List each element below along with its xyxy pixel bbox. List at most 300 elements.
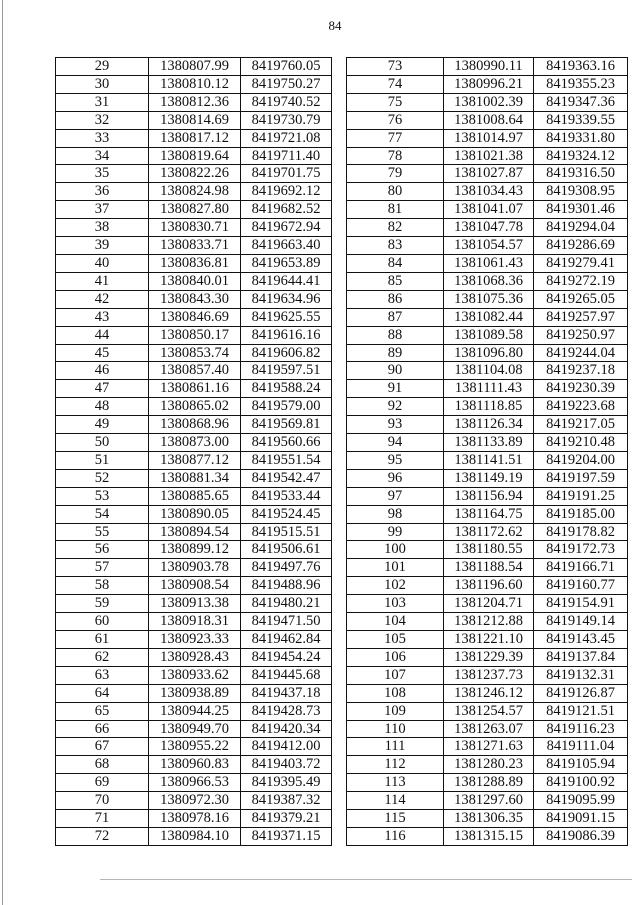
coordinate-y-cell: 8419597.51 (241, 362, 332, 380)
coordinate-x-cell: 1380899.12 (149, 541, 241, 559)
point-number-cell: 110 (347, 720, 444, 738)
point-number-cell: 101 (347, 559, 444, 577)
point-number-cell: 65 (56, 702, 149, 720)
point-number-cell: 96 (347, 469, 444, 487)
table-row (56, 541, 332, 559)
coordinate-y-cell: 8419279.41 (534, 254, 628, 272)
point-number-cell: 99 (347, 523, 444, 541)
coordinate-y-cell: 8419178.82 (534, 523, 628, 541)
point-number-cell: 77 (347, 129, 444, 147)
point-number-cell: 63 (56, 666, 149, 684)
coordinate-x-cell: 1381229.39 (444, 648, 534, 666)
table-row (56, 451, 332, 469)
table-row (56, 362, 332, 380)
coordinate-x-cell: 1381254.57 (444, 702, 534, 720)
coordinate-y-cell: 8419579.00 (241, 398, 332, 416)
coordinate-x-cell: 1381054.57 (444, 237, 534, 255)
coordinate-x-cell: 1381172.62 (444, 523, 534, 541)
point-number-cell: 30 (56, 75, 149, 93)
point-number-cell: 98 (347, 505, 444, 523)
coordinate-y-cell: 8419143.45 (534, 631, 628, 649)
table-row (347, 416, 628, 434)
point-number-cell: 66 (56, 720, 149, 738)
point-number-cell: 83 (347, 237, 444, 255)
point-number-cell: 113 (347, 774, 444, 792)
table-row (56, 756, 332, 774)
coordinate-x-cell: 1380830.71 (149, 219, 241, 237)
table-row (347, 523, 628, 541)
coordinate-y-cell: 8419137.84 (534, 648, 628, 666)
coordinate-x-cell: 1381149.19 (444, 469, 534, 487)
coordinate-y-cell: 8419471.50 (241, 613, 332, 631)
coordinate-x-cell: 1380853.74 (149, 344, 241, 362)
table-row (347, 738, 628, 756)
table-row (347, 792, 628, 810)
table-row (347, 827, 628, 845)
table-row (347, 774, 628, 792)
table-row (56, 380, 332, 398)
coordinate-y-cell: 8419197.59 (534, 469, 628, 487)
coordinate-x-cell: 1381075.36 (444, 290, 534, 308)
table-row (56, 523, 332, 541)
table-row (347, 398, 628, 416)
point-number-cell: 81 (347, 201, 444, 219)
coordinate-x-cell: 1380807.99 (149, 58, 241, 76)
table-row (347, 720, 628, 738)
point-number-cell: 34 (56, 147, 149, 165)
table-row (347, 111, 628, 129)
point-number-cell: 95 (347, 451, 444, 469)
point-number-cell: 97 (347, 487, 444, 505)
coordinate-y-cell: 8419272.19 (534, 272, 628, 290)
table-row (56, 631, 332, 649)
coordinate-x-cell: 1380857.40 (149, 362, 241, 380)
point-number-cell: 76 (347, 111, 444, 129)
coordinate-y-cell: 8419515.51 (241, 523, 332, 541)
coordinate-y-cell: 8419244.04 (534, 344, 628, 362)
table-row (56, 792, 332, 810)
coordinate-x-cell: 1381271.63 (444, 738, 534, 756)
table-row (56, 398, 332, 416)
coordinate-x-cell: 1381280.23 (444, 756, 534, 774)
point-number-cell: 33 (56, 129, 149, 147)
scan-edge-line-bottom (100, 879, 632, 880)
point-number-cell: 109 (347, 702, 444, 720)
table-row (347, 505, 628, 523)
coordinate-y-cell: 8419355.23 (534, 75, 628, 93)
table-row (347, 326, 628, 344)
point-number-cell: 64 (56, 684, 149, 702)
coordinate-y-cell: 8419324.12 (534, 147, 628, 165)
table-row (56, 684, 332, 702)
coordinate-x-cell: 1381297.60 (444, 792, 534, 810)
coordinate-y-cell: 8419721.08 (241, 129, 332, 147)
table-row (347, 380, 628, 398)
coordinate-x-cell: 1381246.12 (444, 684, 534, 702)
coordinate-y-cell: 8419634.96 (241, 290, 332, 308)
coordinate-x-cell: 1381126.34 (444, 416, 534, 434)
table-row (347, 469, 628, 487)
table-row (347, 272, 628, 290)
coordinate-x-cell: 1381204.71 (444, 595, 534, 613)
coordinates-table-body (347, 58, 628, 846)
coordinate-y-cell: 8419286.69 (534, 237, 628, 255)
coordinate-y-cell: 8419116.23 (534, 720, 628, 738)
coordinate-x-cell: 1380966.53 (149, 774, 241, 792)
coordinate-y-cell: 8419160.77 (534, 577, 628, 595)
table-row (56, 75, 332, 93)
coordinates-table-right (346, 57, 628, 846)
point-number-cell: 89 (347, 344, 444, 362)
table-row (56, 613, 332, 631)
table-row (56, 93, 332, 111)
coordinate-x-cell: 1380817.12 (149, 129, 241, 147)
coordinate-y-cell: 8419095.99 (534, 792, 628, 810)
coordinate-x-cell: 1380843.30 (149, 290, 241, 308)
point-number-cell: 42 (56, 290, 149, 308)
table-row (347, 58, 628, 76)
point-number-cell: 45 (56, 344, 149, 362)
coordinate-y-cell: 8419672.94 (241, 219, 332, 237)
coordinate-x-cell: 1380894.54 (149, 523, 241, 541)
point-number-cell: 94 (347, 434, 444, 452)
table-row (347, 290, 628, 308)
coordinate-y-cell: 8419569.81 (241, 416, 332, 434)
point-number-cell: 37 (56, 201, 149, 219)
coordinate-x-cell: 1381027.87 (444, 165, 534, 183)
coordinate-y-cell: 8419701.75 (241, 165, 332, 183)
coordinate-x-cell: 1381082.44 (444, 308, 534, 326)
point-number-cell: 100 (347, 541, 444, 559)
coordinate-y-cell: 8419172.73 (534, 541, 628, 559)
point-number-cell: 116 (347, 827, 444, 845)
coordinate-y-cell: 8419533.44 (241, 487, 332, 505)
coordinate-y-cell: 8419237.18 (534, 362, 628, 380)
table-row (347, 201, 628, 219)
table-row (56, 290, 332, 308)
point-number-cell: 86 (347, 290, 444, 308)
coordinate-x-cell: 1380885.65 (149, 487, 241, 505)
table-row (56, 559, 332, 577)
coordinate-y-cell: 8419250.97 (534, 326, 628, 344)
coordinate-y-cell: 8419551.54 (241, 451, 332, 469)
table-row (347, 577, 628, 595)
table-row (347, 702, 628, 720)
point-number-cell: 40 (56, 254, 149, 272)
coordinate-x-cell: 1381047.78 (444, 219, 534, 237)
point-number-cell: 72 (56, 827, 149, 845)
coordinate-y-cell: 8419149.14 (534, 613, 628, 631)
point-number-cell: 51 (56, 451, 149, 469)
point-number-cell: 115 (347, 810, 444, 828)
coordinate-x-cell: 1381002.39 (444, 93, 534, 111)
point-number-cell: 55 (56, 523, 149, 541)
point-number-cell: 32 (56, 111, 149, 129)
table-row (347, 165, 628, 183)
coordinate-y-cell: 8419204.00 (534, 451, 628, 469)
table-row (347, 308, 628, 326)
coordinate-x-cell: 1380978.16 (149, 810, 241, 828)
table-row (347, 129, 628, 147)
table-row (56, 201, 332, 219)
coordinate-y-cell: 8419132.31 (534, 666, 628, 684)
table-row (56, 183, 332, 201)
coordinate-x-cell: 1380846.69 (149, 308, 241, 326)
coordinate-x-cell: 1381061.43 (444, 254, 534, 272)
coordinate-y-cell: 8419257.97 (534, 308, 628, 326)
table-row (347, 666, 628, 684)
coordinate-x-cell: 1380918.31 (149, 613, 241, 631)
coordinate-x-cell: 1380827.80 (149, 201, 241, 219)
coordinate-y-cell: 8419625.55 (241, 308, 332, 326)
table-row (56, 237, 332, 255)
coordinate-x-cell: 1380972.30 (149, 792, 241, 810)
coordinate-x-cell: 1380984.10 (149, 827, 241, 845)
table-row (56, 326, 332, 344)
point-number-cell: 67 (56, 738, 149, 756)
point-number-cell: 103 (347, 595, 444, 613)
table-row (347, 684, 628, 702)
point-number-cell: 104 (347, 613, 444, 631)
table-row (347, 237, 628, 255)
coordinate-y-cell: 8419760.05 (241, 58, 332, 76)
coordinate-y-cell: 8419692.12 (241, 183, 332, 201)
table-row (56, 219, 332, 237)
table-row (56, 272, 332, 290)
coordinate-x-cell: 1381180.55 (444, 541, 534, 559)
coordinate-x-cell: 1380960.83 (149, 756, 241, 774)
coordinate-y-cell: 8419316.50 (534, 165, 628, 183)
point-number-cell: 92 (347, 398, 444, 416)
point-number-cell: 47 (56, 380, 149, 398)
coordinate-x-cell: 1381288.89 (444, 774, 534, 792)
coordinate-y-cell: 8419488.96 (241, 577, 332, 595)
coordinate-y-cell: 8419616.16 (241, 326, 332, 344)
coordinate-x-cell: 1381133.89 (444, 434, 534, 452)
coordinate-x-cell: 1380933.62 (149, 666, 241, 684)
coordinate-y-cell: 8419223.68 (534, 398, 628, 416)
table-row (56, 344, 332, 362)
point-number-cell: 70 (56, 792, 149, 810)
coordinate-x-cell: 1380840.01 (149, 272, 241, 290)
table-row (347, 810, 628, 828)
table-row (347, 75, 628, 93)
point-number-cell: 106 (347, 648, 444, 666)
point-number-cell: 93 (347, 416, 444, 434)
coordinate-x-cell: 1380996.21 (444, 75, 534, 93)
coordinate-x-cell: 1381164.75 (444, 505, 534, 523)
coordinate-y-cell: 8419588.24 (241, 380, 332, 398)
coordinate-y-cell: 8419154.91 (534, 595, 628, 613)
coordinate-x-cell: 1381306.35 (444, 810, 534, 828)
table-row (56, 720, 332, 738)
coordinate-y-cell: 8419740.52 (241, 93, 332, 111)
table-row (347, 756, 628, 774)
coordinate-y-cell: 8419100.92 (534, 774, 628, 792)
point-number-cell: 61 (56, 631, 149, 649)
coordinate-x-cell: 1380923.33 (149, 631, 241, 649)
table-row (56, 505, 332, 523)
coordinate-y-cell: 8419265.05 (534, 290, 628, 308)
coordinate-y-cell: 8419653.89 (241, 254, 332, 272)
coordinate-x-cell: 1381089.58 (444, 326, 534, 344)
point-number-cell: 49 (56, 416, 149, 434)
coordinate-x-cell: 1381111.43 (444, 380, 534, 398)
coordinate-x-cell: 1381141.51 (444, 451, 534, 469)
table-row (56, 487, 332, 505)
coordinate-x-cell: 1381008.64 (444, 111, 534, 129)
coordinate-x-cell: 1380861.16 (149, 380, 241, 398)
coordinate-x-cell: 1381156.94 (444, 487, 534, 505)
coordinate-x-cell: 1381221.10 (444, 631, 534, 649)
table-row (56, 416, 332, 434)
point-number-cell: 73 (347, 58, 444, 76)
table-row (347, 613, 628, 631)
coordinate-y-cell: 8419091.15 (534, 810, 628, 828)
coordinate-y-cell: 8419086.39 (534, 827, 628, 845)
coordinate-x-cell: 1381034.43 (444, 183, 534, 201)
table-row (56, 577, 332, 595)
point-number-cell: 60 (56, 613, 149, 631)
coordinate-y-cell: 8419379.21 (241, 810, 332, 828)
point-number-cell: 78 (347, 147, 444, 165)
point-number-cell: 82 (347, 219, 444, 237)
coordinate-y-cell: 8419331.80 (534, 129, 628, 147)
point-number-cell: 57 (56, 559, 149, 577)
point-number-cell: 107 (347, 666, 444, 684)
coordinate-y-cell: 8419371.15 (241, 827, 332, 845)
coordinate-x-cell: 1381014.97 (444, 129, 534, 147)
coordinate-y-cell: 8419644.41 (241, 272, 332, 290)
coordinate-x-cell: 1380938.89 (149, 684, 241, 702)
table-row (56, 254, 332, 272)
table-row (347, 434, 628, 452)
coordinates-table-body (56, 58, 332, 846)
table-row (56, 111, 332, 129)
point-number-cell: 53 (56, 487, 149, 505)
point-number-cell: 46 (56, 362, 149, 380)
coordinate-y-cell: 8419121.51 (534, 702, 628, 720)
coordinate-y-cell: 8419682.52 (241, 201, 332, 219)
coordinate-y-cell: 8419663.40 (241, 237, 332, 255)
coordinate-x-cell: 1380810.12 (149, 75, 241, 93)
coordinate-y-cell: 8419524.45 (241, 505, 332, 523)
table-row (56, 129, 332, 147)
coordinate-y-cell: 8419542.47 (241, 469, 332, 487)
table-row (56, 738, 332, 756)
coordinate-y-cell: 8419420.34 (241, 720, 332, 738)
coordinate-y-cell: 8419412.00 (241, 738, 332, 756)
point-number-cell: 71 (56, 810, 149, 828)
coordinate-y-cell: 8419428.73 (241, 702, 332, 720)
table-row (56, 595, 332, 613)
coordinate-x-cell: 1381212.88 (444, 613, 534, 631)
coordinate-x-cell: 1381196.60 (444, 577, 534, 595)
point-number-cell: 50 (56, 434, 149, 452)
coordinate-y-cell: 8419387.32 (241, 792, 332, 810)
coordinate-y-cell: 8419445.68 (241, 666, 332, 684)
coordinate-x-cell: 1380873.00 (149, 434, 241, 452)
point-number-cell: 54 (56, 505, 149, 523)
coordinate-y-cell: 8419308.95 (534, 183, 628, 201)
coordinate-x-cell: 1380881.34 (149, 469, 241, 487)
point-number-cell: 75 (347, 93, 444, 111)
table-row (347, 541, 628, 559)
coordinate-y-cell: 8419560.66 (241, 434, 332, 452)
point-number-cell: 48 (56, 398, 149, 416)
coordinate-y-cell: 8419750.27 (241, 75, 332, 93)
coordinate-y-cell: 8419301.46 (534, 201, 628, 219)
table-row (347, 451, 628, 469)
point-number-cell: 85 (347, 272, 444, 290)
table-row (56, 434, 332, 452)
coordinate-y-cell: 8419437.18 (241, 684, 332, 702)
scan-edge-line-left (2, 0, 3, 905)
coordinate-y-cell: 8419191.25 (534, 487, 628, 505)
coordinate-x-cell: 1380833.71 (149, 237, 241, 255)
table-row (347, 183, 628, 201)
table-row (347, 254, 628, 272)
coordinate-y-cell: 8419210.48 (534, 434, 628, 452)
coordinate-y-cell: 8419454.24 (241, 648, 332, 666)
coordinate-x-cell: 1380990.11 (444, 58, 534, 76)
table-row (56, 666, 332, 684)
coordinate-x-cell: 1381188.54 (444, 559, 534, 577)
table-row (347, 344, 628, 362)
point-number-cell: 62 (56, 648, 149, 666)
coordinates-table-left (55, 57, 332, 846)
coordinate-y-cell: 8419185.00 (534, 505, 628, 523)
point-number-cell: 80 (347, 183, 444, 201)
page-number: 84 (328, 18, 342, 33)
point-number-cell: 56 (56, 541, 149, 559)
coordinate-y-cell: 8419711.40 (241, 147, 332, 165)
table-row (347, 147, 628, 165)
coordinate-x-cell: 1381315.15 (444, 827, 534, 845)
point-number-cell: 68 (56, 756, 149, 774)
coordinate-y-cell: 8419403.72 (241, 756, 332, 774)
coordinate-x-cell: 1380913.38 (149, 595, 241, 613)
table-row (56, 827, 332, 845)
table-row (56, 147, 332, 165)
point-number-cell: 43 (56, 308, 149, 326)
point-number-cell: 52 (56, 469, 149, 487)
point-number-cell: 58 (56, 577, 149, 595)
coordinate-y-cell: 8419111.04 (534, 738, 628, 756)
coordinate-x-cell: 1380949.70 (149, 720, 241, 738)
coordinate-y-cell: 8419497.76 (241, 559, 332, 577)
coordinate-y-cell: 8419126.87 (534, 684, 628, 702)
coordinate-x-cell: 1380812.36 (149, 93, 241, 111)
coordinate-x-cell: 1380865.02 (149, 398, 241, 416)
coordinate-y-cell: 8419606.82 (241, 344, 332, 362)
coordinate-x-cell: 1380836.81 (149, 254, 241, 272)
coordinate-x-cell: 1380868.96 (149, 416, 241, 434)
coordinate-y-cell: 8419294.04 (534, 219, 628, 237)
point-number-cell: 39 (56, 237, 149, 255)
table-row (347, 362, 628, 380)
coordinate-x-cell: 1380928.43 (149, 648, 241, 666)
coordinate-y-cell: 8419462.84 (241, 631, 332, 649)
point-number-cell: 112 (347, 756, 444, 774)
point-number-cell: 88 (347, 326, 444, 344)
table-row (56, 308, 332, 326)
point-number-cell: 38 (56, 219, 149, 237)
coordinate-y-cell: 8419230.39 (534, 380, 628, 398)
table-row (347, 595, 628, 613)
point-number-cell: 36 (56, 183, 149, 201)
point-number-cell: 44 (56, 326, 149, 344)
